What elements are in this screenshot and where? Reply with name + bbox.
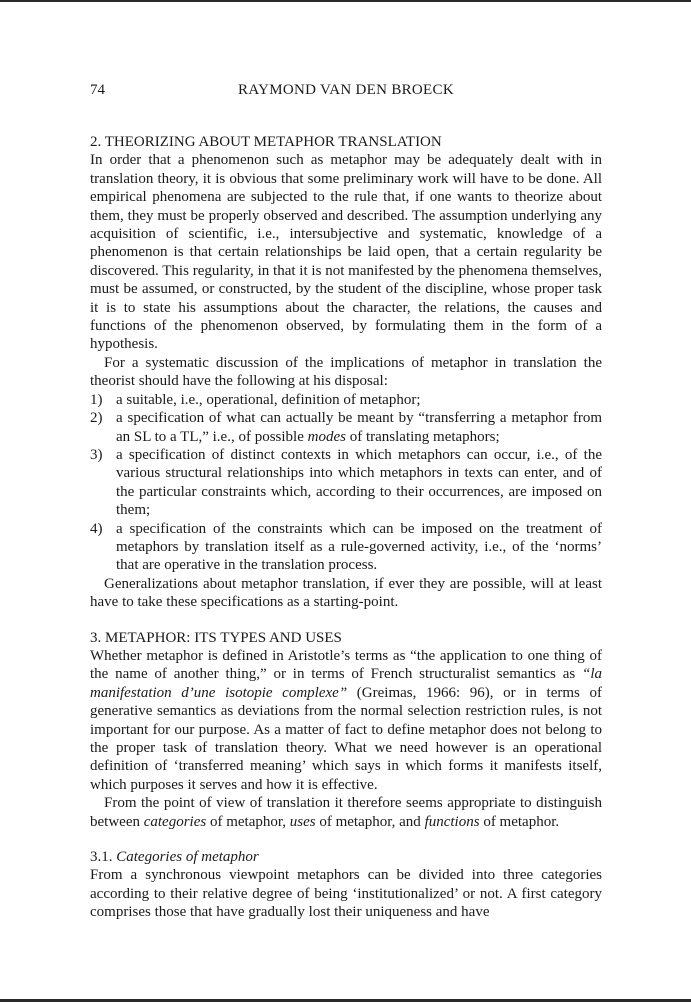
section-2-heading: 2. THEORIZING ABOUT METAPHOR TRANSLATION (90, 134, 442, 150)
body-text (90, 133, 602, 922)
list-item-text: a specification of the constraints which can be imposed on the treatment of metaphors by translation itself as a rule-governed activity, i.e., of the ‘norms’ that are operative in the translation process. (116, 520, 602, 574)
french-quote-emphasis: “la manifestation d’une isotopie complexe” (90, 666, 602, 701)
top-border-rule (0, 0, 691, 2)
subsection-3-1-heading (90, 848, 602, 866)
list-item-text: a specification of what can actually be meant by “transferring a metaphor from an SL to a TL,” i.e., of possible (116, 410, 602, 445)
list-item (90, 446, 602, 520)
emphasis-categories: categories (143, 813, 207, 830)
section-gap (90, 831, 602, 848)
paragraph-text: of metaphor, and (315, 813, 425, 830)
list-item-emphasis: modes (307, 428, 346, 445)
list-item-number: 3) (90, 446, 103, 463)
list-item-text: of translating metaphors; (345, 428, 500, 445)
list-item (90, 391, 602, 409)
paragraph-text: Whether metaphor is defined in Aristotle’s terms as “the application to one thing of the name of another thing,” or in terms of French structuralist semantics as (90, 647, 602, 683)
subsection-3-1-paragraph-1: From a synchronous viewpoint metaphors can be divided into three categories according to their relative degree of being ‘institutionalized’ or not. A first category comprises those that have gradually lost their uniqueness and have (90, 867, 602, 921)
section-3-paragraph-1 (90, 647, 602, 794)
emphasis-uses: uses (289, 813, 316, 830)
section-2-paragraph-2: For a systematic discussion of the implications of metaphor in translation the theorist should have the following at his disposal: (90, 354, 602, 390)
emphasis-functions: functions (424, 813, 480, 830)
section-3-heading: 3. METAPHOR: ITS TYPES AND USES (90, 629, 342, 646)
list-item-text: a specification of distinct contexts in which metaphors can occur, i.e., of the various structural relationships into which metaphors in texts can enter, and of the particular constraints which, according to their occurrences, are imposed on them; (116, 446, 602, 519)
section-2-paragraph-1: In order that a phenomenon such as metaphor may be adequately dealt with in translation theory, it is obvious that some preliminary work will have to be done. All empirical phenomena are subjected to the rule that, if one wants to theorize about them, they must be properly observed and described. The assumption underlying any acquisition of scientific, i.e., intersubjective and systematic, knowledge of a phenomenon is that certain relationships be laid open, that a certain regularity be discovered. This regularity, in that it is not manifested by the phenomena themselves, must be assumed, or constructed, by the student of the discipline, whose proper task it is to state his assumptions about the character, the relations, the causes and functions of the phenomenon observed, by formulating them in the form of a hypothesis. (90, 152, 602, 353)
list-item-number: 1) (90, 391, 103, 408)
list-item (90, 409, 602, 446)
section-gap (90, 612, 602, 629)
section-2-paragraph-3: Generalizations about metaphor translation, if ever they are possible, will at least have to take these specifications as a starting-point. (90, 575, 602, 611)
list-item-number: 4) (90, 520, 103, 537)
list-item (90, 520, 602, 575)
specification-list (90, 391, 602, 575)
paragraph-text: From the point of view of translation it therefore seems appropriate to distinguish between (90, 795, 602, 830)
paragraph-text: of metaphor, (206, 813, 290, 830)
paragraph-text: (Greimas, 1966: 96), or in terms of generative semantics as deviations from the normal selection restriction rules, is not important for our purpose. As a matter of fact to define metaphor does not belong to the proper task of translation theory. What we need however is an operational definition of ‘transferred meaning’ which says in which forms it manifests itself, which purposes it serves and how it is effective. (90, 684, 602, 793)
subsection-number: 3.1. (90, 849, 113, 866)
paragraph-text: of metaphor. (479, 813, 560, 830)
subsection-title: Categories of metaphor (116, 849, 259, 866)
page-number: 74 (90, 82, 105, 98)
list-item-text: a suitable, i.e., operational, definition of metaphor; (116, 391, 421, 408)
section-3-paragraph-2 (90, 794, 602, 831)
running-head: RAYMOND VAN DEN BROECK (238, 82, 454, 98)
list-item-number: 2) (90, 410, 103, 427)
